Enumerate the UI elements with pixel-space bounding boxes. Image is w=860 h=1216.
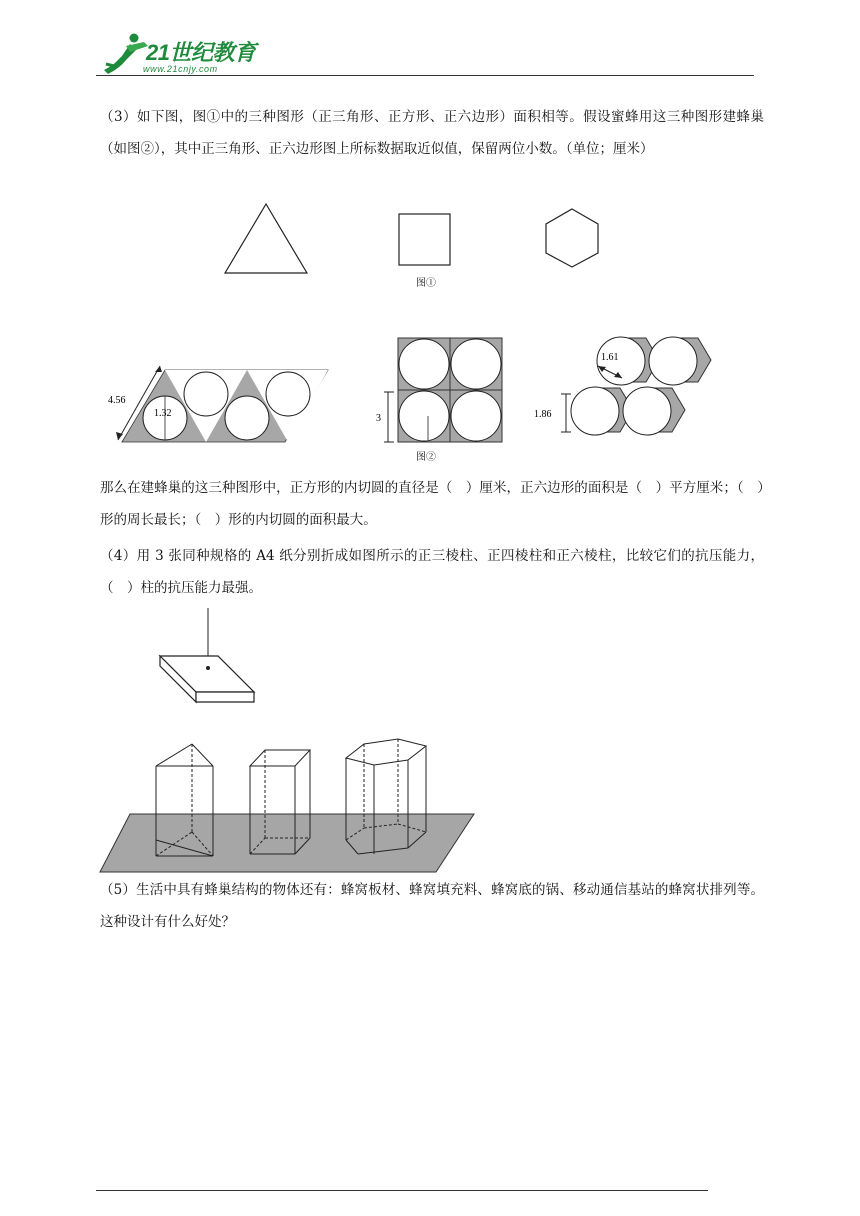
hanging-weight bbox=[160, 608, 254, 702]
triangle-side-label: 4.56 bbox=[108, 395, 126, 406]
brand-name: 21世纪教育 bbox=[146, 40, 256, 65]
figure-1-caption: 图① bbox=[416, 278, 436, 289]
regular-hexagon bbox=[546, 209, 598, 267]
figure-2-caption: 图② bbox=[416, 452, 436, 463]
square-side-label: 3 bbox=[376, 413, 381, 424]
triangle-honeycomb bbox=[108, 366, 328, 442]
question-3-answer-text: 那么在建蜂巢的这三种图形中，正方形的内切圆的直径是（ ）厘米，正六边形的面积是（ ）平方厘米；（ ）形的周长最长；（ ）形的内切圆的面积最大。 bbox=[100, 480, 764, 528]
question-3-text: （3）如下图，图①中的三种图形（正三角形、正方形、正六边形）面积相等。假设蜜蜂用这三种图形建蜂巢（如图②），其中正三角形、正六边形图上所标数据取近似值，保留两位小数。（单位；厘米） bbox=[100, 109, 764, 157]
hexagon-height-label: 1.86 bbox=[534, 409, 552, 420]
footer-divider bbox=[96, 1190, 708, 1191]
question-4-text: （4）用 3 张同种规格的 A4 纸分别折成如图所示的正三棱柱、正四棱柱和正六棱柱，比较它们的抗压能力，（ ）柱的抗压能力最强。 bbox=[100, 548, 764, 596]
brand-url: www.21cnjy.com bbox=[143, 64, 218, 74]
square-honeycomb bbox=[376, 338, 502, 442]
square-shape bbox=[399, 214, 450, 265]
hexagon-honeycomb bbox=[534, 337, 711, 435]
prism-figure bbox=[96, 600, 486, 876]
hexagon-width-label: 1.61 bbox=[601, 352, 619, 363]
figure-2 bbox=[100, 330, 720, 460]
question-5-text: （5）生活中具有蜂巢结构的物体还有：蜂窝板材、蜂窝填充料、蜂窝底的锅、移动通信基站的蜂窝状排列等。这种设计有什么好处？ bbox=[100, 882, 764, 930]
header-divider bbox=[96, 75, 754, 76]
equilateral-triangle bbox=[225, 204, 307, 273]
triangle-circle-label: 1.32 bbox=[154, 408, 172, 419]
